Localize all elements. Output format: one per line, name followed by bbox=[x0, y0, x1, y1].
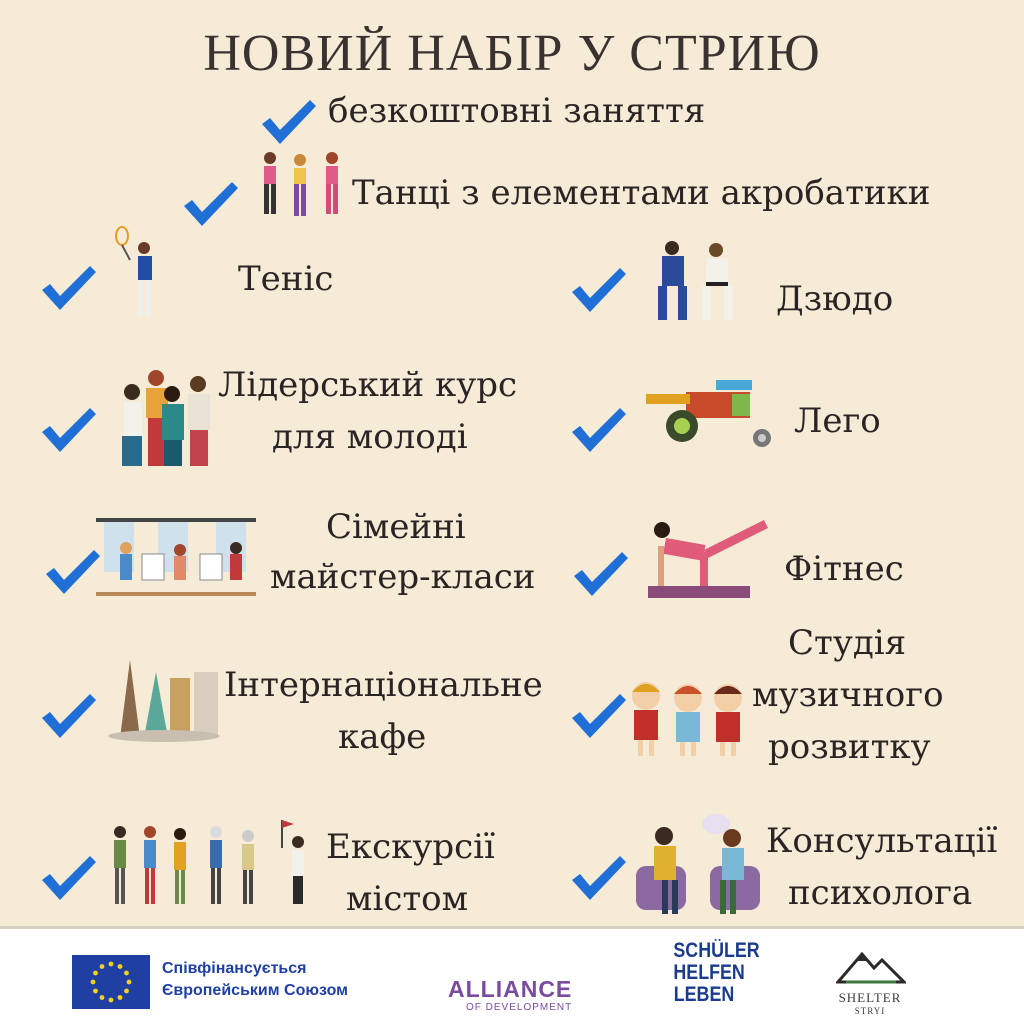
label-lego: Лего bbox=[794, 401, 881, 441]
judo-illustration bbox=[644, 236, 744, 326]
checkmark-icon bbox=[38, 404, 98, 454]
psychologist-session-illustration bbox=[632, 808, 764, 920]
checkmark-icon bbox=[570, 548, 630, 598]
youth-group-illustration bbox=[112, 362, 222, 470]
label-dance: Танці з елементами акробатики bbox=[352, 173, 931, 213]
label-family-line2: майстер-класи bbox=[270, 557, 536, 597]
checkmark-icon bbox=[38, 852, 98, 902]
tennis-player-illustration bbox=[112, 226, 172, 326]
label-tours-line2: містом bbox=[346, 879, 469, 919]
alliance-logo-subtext: OF DEVELOPMENT bbox=[466, 1002, 573, 1013]
label-music-line3: розвитку bbox=[768, 727, 931, 767]
checkmark-icon bbox=[180, 178, 240, 228]
lego-car-illustration bbox=[646, 376, 776, 452]
fitness-illustration bbox=[646, 516, 770, 600]
label-psych-line2: психолога bbox=[788, 873, 973, 913]
page-title: НОВИЙ НАБІР У СТРИЮ bbox=[203, 25, 821, 82]
children-singing-illustration bbox=[624, 676, 750, 760]
label-cafe-line2: кафе bbox=[338, 717, 427, 757]
label-cafe-line1: Інтернаціональне bbox=[224, 665, 543, 705]
tour-group-illustration bbox=[108, 818, 320, 910]
checkmark-icon bbox=[42, 546, 102, 596]
label-leadership-line1: Лідерський курс bbox=[218, 365, 518, 405]
shl-line2: HELFEN bbox=[673, 961, 745, 984]
checkmark-icon bbox=[258, 96, 318, 146]
label-leadership-line2: для молоді bbox=[272, 417, 468, 457]
checkmark-icon bbox=[38, 262, 98, 312]
schuler-helfen-leben-logo bbox=[673, 939, 760, 1006]
label-music-line2: музичного bbox=[752, 675, 944, 715]
alliance-logo-text: ALLIANCE bbox=[448, 976, 573, 1002]
shelter-logo-text: SHELTER bbox=[838, 990, 902, 1005]
checkmark-icon bbox=[568, 852, 628, 902]
label-judo: Дзюдо bbox=[776, 279, 894, 319]
shl-line3: LEBEN bbox=[673, 983, 735, 1006]
checkmark-icon bbox=[568, 404, 628, 454]
dancers-illustration bbox=[252, 146, 352, 226]
label-fitness: Фітнес bbox=[784, 549, 904, 589]
label-music-line1: Студія bbox=[788, 623, 907, 663]
mountain-logo-icon bbox=[836, 946, 906, 986]
landmarks-illustration bbox=[104, 652, 224, 742]
checkmark-icon bbox=[568, 690, 628, 740]
label-tennis: Теніс bbox=[238, 259, 334, 299]
label-family-line1: Сімейні bbox=[326, 507, 466, 547]
shelter-logo-subtext: STRYI bbox=[854, 1006, 886, 1016]
eu-text-line1: Співфінансується bbox=[162, 960, 307, 977]
eu-text-line2: Європейським Союзом bbox=[162, 982, 348, 999]
eu-cofunded-text bbox=[162, 958, 348, 1002]
shl-line1: SCHÜLER bbox=[673, 939, 760, 962]
checkmark-icon bbox=[38, 690, 98, 740]
family-workshop-illustration bbox=[96, 514, 256, 600]
eu-flag-icon bbox=[72, 955, 150, 1009]
label-psych-line1: Консультації bbox=[766, 821, 998, 861]
label-free-classes: безкоштовні заняття bbox=[328, 91, 706, 131]
checkmark-icon bbox=[568, 264, 628, 314]
label-tours-line1: Екскурсії bbox=[326, 827, 495, 867]
